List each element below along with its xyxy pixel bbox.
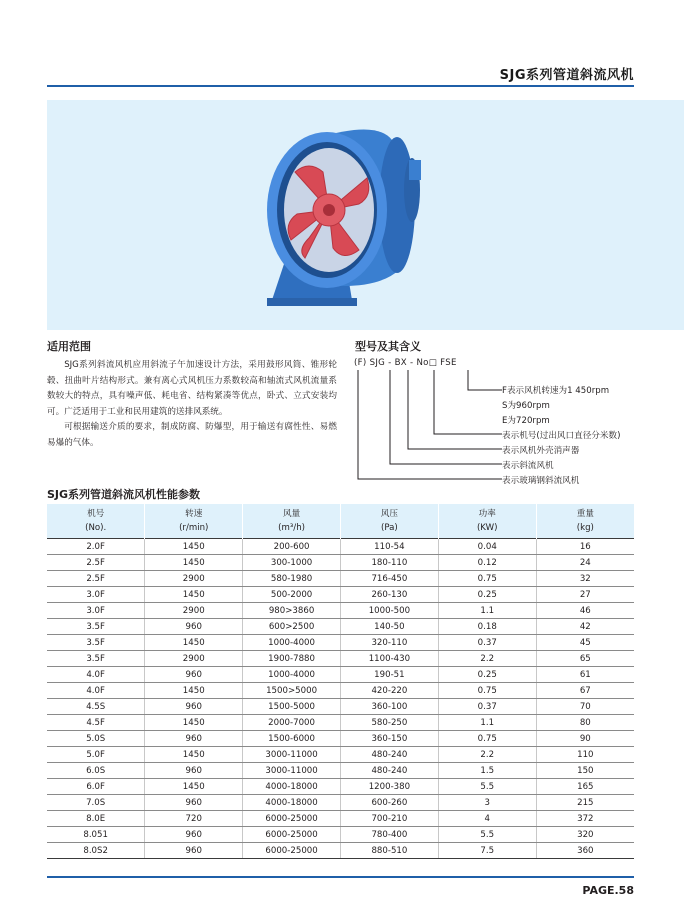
table-cell: 480-240 bbox=[340, 763, 438, 779]
table-row bbox=[47, 763, 634, 779]
table-cell: 180-110 bbox=[340, 555, 438, 571]
scope-body bbox=[47, 358, 337, 451]
model-code: (F) SJG - BX - No□ FSE bbox=[354, 358, 457, 368]
table-cell: 2.5F bbox=[47, 555, 145, 571]
table-cell: 372 bbox=[536, 811, 634, 827]
table-cell: 4.0F bbox=[47, 667, 145, 683]
scope-paragraph: 可根据输送介质的要求，制成防腐、防爆型，用于输送有腐性性、易燃易爆的气体。 bbox=[47, 422, 337, 448]
bottom-rule bbox=[47, 876, 634, 878]
table-cell: 190-51 bbox=[340, 667, 438, 683]
table-cell: 580-1980 bbox=[243, 571, 341, 587]
model-diagram-lines bbox=[350, 368, 510, 488]
table-cell: 110 bbox=[536, 747, 634, 763]
table-cell: 2900 bbox=[145, 571, 243, 587]
table-row bbox=[47, 667, 634, 683]
table-cell: 6.0F bbox=[47, 779, 145, 795]
table-row bbox=[47, 587, 634, 603]
table-cell: 480-240 bbox=[340, 747, 438, 763]
table-cell: 27 bbox=[536, 587, 634, 603]
table-row bbox=[47, 747, 634, 763]
table-cell: 5.5 bbox=[438, 779, 536, 795]
table-row bbox=[47, 619, 634, 635]
table-cell: 0.75 bbox=[438, 683, 536, 699]
fan-illustration bbox=[47, 100, 684, 330]
table-cell: 0.75 bbox=[438, 731, 536, 747]
table-cell: 4.0F bbox=[47, 683, 145, 699]
table-cell: 3 bbox=[438, 795, 536, 811]
table-cell: 8.051 bbox=[47, 827, 145, 843]
table-cell: 1450 bbox=[145, 715, 243, 731]
table-cell: 8.0E bbox=[47, 811, 145, 827]
table-cell: 0.37 bbox=[438, 635, 536, 651]
table-cell: 960 bbox=[145, 667, 243, 683]
table-cell: 80 bbox=[536, 715, 634, 731]
table-cell: 6000-25000 bbox=[243, 811, 341, 827]
table-body bbox=[47, 539, 634, 859]
table-row bbox=[47, 779, 634, 795]
column-header: 风压 (Pa) bbox=[340, 504, 438, 539]
column-header: 重量 (kg) bbox=[536, 504, 634, 539]
table-row bbox=[47, 811, 634, 827]
table-cell: 200-600 bbox=[243, 539, 341, 555]
table-row bbox=[47, 731, 634, 747]
table-cell: 0.25 bbox=[438, 667, 536, 683]
table-cell: 3.5F bbox=[47, 635, 145, 651]
table-cell: 6000-25000 bbox=[243, 827, 341, 843]
table-cell: 45 bbox=[536, 635, 634, 651]
table-cell: 4.5F bbox=[47, 715, 145, 731]
table-row bbox=[47, 635, 634, 651]
table-cell: 320 bbox=[536, 827, 634, 843]
table-heading: SJG系列管道斜流风机性能参数 bbox=[47, 488, 201, 501]
table-cell: 0.12 bbox=[438, 555, 536, 571]
table-cell: 2.2 bbox=[438, 651, 536, 667]
table-cell: 1500-6000 bbox=[243, 731, 341, 747]
table-cell: 3.0F bbox=[47, 603, 145, 619]
model-heading: 型号及其含义 bbox=[355, 340, 421, 353]
table-cell: 16 bbox=[536, 539, 634, 555]
table-cell: 360-100 bbox=[340, 699, 438, 715]
model-meaning: 表示机号(过出风口直径分米数) bbox=[502, 431, 621, 441]
table-cell: 960 bbox=[145, 763, 243, 779]
table-cell: 1000-500 bbox=[340, 603, 438, 619]
table-cell: 65 bbox=[536, 651, 634, 667]
model-meaning: F表示风机转速为1 450rpm bbox=[502, 386, 610, 396]
table-cell: 960 bbox=[145, 699, 243, 715]
table-cell: 360-150 bbox=[340, 731, 438, 747]
table-cell: 580-250 bbox=[340, 715, 438, 731]
table-cell: 880-510 bbox=[340, 843, 438, 859]
table-cell: 2000-7000 bbox=[243, 715, 341, 731]
table-cell: 3000-11000 bbox=[243, 763, 341, 779]
table-cell: 960 bbox=[145, 795, 243, 811]
table-cell: 4.5S bbox=[47, 699, 145, 715]
table-cell: 1200-380 bbox=[340, 779, 438, 795]
table-cell: 2900 bbox=[145, 603, 243, 619]
table-cell: 2900 bbox=[145, 651, 243, 667]
column-header: 转速 (r/min) bbox=[145, 504, 243, 539]
table-cell: 8.0S2 bbox=[47, 843, 145, 859]
table-cell: 260-130 bbox=[340, 587, 438, 603]
model-meaning: 表示风机外壳消声器 bbox=[502, 446, 580, 456]
table-cell: 1000-4000 bbox=[243, 667, 341, 683]
model-meaning: 表示玻璃钢斜流风机 bbox=[502, 476, 580, 486]
table-cell: 4000-18000 bbox=[243, 779, 341, 795]
table-cell: 1450 bbox=[145, 539, 243, 555]
performance-table bbox=[47, 504, 634, 859]
table-cell: 4 bbox=[438, 811, 536, 827]
table-cell: 1450 bbox=[145, 635, 243, 651]
scope-paragraph: SJG系列斜流风机应用斜流子午加速设计方法，采用鼓形风筒、锥形轮毂、扭曲叶片结构形式。兼有离心式风机压力系数较高和轴流式风机流量系数较大的特点，具有噪声低、耗电省、结构紧凑等优点，卧式、立式安装均可。广泛适用于工业和民用建筑的送排风系统。 bbox=[47, 360, 337, 417]
table-cell: 1900-7880 bbox=[243, 651, 341, 667]
model-meaning: E为720rpm bbox=[502, 416, 550, 426]
table-cell: 0.75 bbox=[438, 571, 536, 587]
table-cell: 42 bbox=[536, 619, 634, 635]
page-title: SJG系列管道斜流风机 bbox=[499, 68, 634, 83]
table-cell: 3.5F bbox=[47, 619, 145, 635]
table-cell: 1450 bbox=[145, 587, 243, 603]
table-cell: 500-2000 bbox=[243, 587, 341, 603]
table-cell: 2.0F bbox=[47, 539, 145, 555]
table-cell: 960 bbox=[145, 827, 243, 843]
table-cell: 150 bbox=[536, 763, 634, 779]
column-header: 机号 (No). bbox=[47, 504, 145, 539]
table-cell: 980>3860 bbox=[243, 603, 341, 619]
table-cell: 5.5 bbox=[438, 827, 536, 843]
table-cell: 24 bbox=[536, 555, 634, 571]
table-cell: 1450 bbox=[145, 555, 243, 571]
table-row bbox=[47, 603, 634, 619]
table-cell: 7.5 bbox=[438, 843, 536, 859]
table-cell: 1.5 bbox=[438, 763, 536, 779]
table-cell: 720 bbox=[145, 811, 243, 827]
table-cell: 960 bbox=[145, 843, 243, 859]
table-row bbox=[47, 651, 634, 667]
table-cell: 0.25 bbox=[438, 587, 536, 603]
table-cell: 67 bbox=[536, 683, 634, 699]
table-cell: 5.0F bbox=[47, 747, 145, 763]
table-cell: 0.04 bbox=[438, 539, 536, 555]
table-cell: 600-260 bbox=[340, 795, 438, 811]
table-cell: 420-220 bbox=[340, 683, 438, 699]
table-cell: 6.0S bbox=[47, 763, 145, 779]
table-cell: 32 bbox=[536, 571, 634, 587]
table-cell: 2.2 bbox=[438, 747, 536, 763]
table-row bbox=[47, 699, 634, 715]
model-meaning: S为960rpm bbox=[502, 401, 550, 411]
table-cell: 4000-18000 bbox=[243, 795, 341, 811]
table-cell: 716-450 bbox=[340, 571, 438, 587]
table-cell: 0.37 bbox=[438, 699, 536, 715]
product-image bbox=[47, 100, 684, 330]
table-cell: 300-1000 bbox=[243, 555, 341, 571]
table-cell: 1500>5000 bbox=[243, 683, 341, 699]
table-cell: 320-110 bbox=[340, 635, 438, 651]
table-cell: 3.5F bbox=[47, 651, 145, 667]
table-cell: 5.0S bbox=[47, 731, 145, 747]
table-cell: 0.18 bbox=[438, 619, 536, 635]
table-row bbox=[47, 827, 634, 843]
table-cell: 780-400 bbox=[340, 827, 438, 843]
table-cell: 1450 bbox=[145, 683, 243, 699]
table-cell: 1000-4000 bbox=[243, 635, 341, 651]
page-number: PAGE.58 bbox=[582, 884, 634, 897]
table-cell: 1450 bbox=[145, 747, 243, 763]
table-cell: 46 bbox=[536, 603, 634, 619]
table-row bbox=[47, 843, 634, 859]
table-row bbox=[47, 795, 634, 811]
table-cell: 70 bbox=[536, 699, 634, 715]
table-row bbox=[47, 571, 634, 587]
table-cell: 360 bbox=[536, 843, 634, 859]
table-cell: 215 bbox=[536, 795, 634, 811]
table-cell: 1.1 bbox=[438, 715, 536, 731]
table-cell: 960 bbox=[145, 619, 243, 635]
table-cell: 61 bbox=[536, 667, 634, 683]
table-row bbox=[47, 555, 634, 571]
table-cell: 960 bbox=[145, 731, 243, 747]
table-cell: 7.0S bbox=[47, 795, 145, 811]
table-cell: 6000-25000 bbox=[243, 843, 341, 859]
table-cell: 3.0F bbox=[47, 587, 145, 603]
table-cell: 110-54 bbox=[340, 539, 438, 555]
top-rule bbox=[47, 85, 634, 87]
scope-heading: 适用范围 bbox=[47, 340, 91, 353]
table-cell: 1450 bbox=[145, 779, 243, 795]
table-cell: 90 bbox=[536, 731, 634, 747]
column-header: 风量 (m³/h) bbox=[243, 504, 341, 539]
table-cell: 700-210 bbox=[340, 811, 438, 827]
table-cell: 3000-11000 bbox=[243, 747, 341, 763]
table-row bbox=[47, 539, 634, 555]
table-row bbox=[47, 715, 634, 731]
table-cell: 1500-5000 bbox=[243, 699, 341, 715]
table-cell: 1100-430 bbox=[340, 651, 438, 667]
table-header-row bbox=[47, 504, 634, 539]
model-meaning: 表示斜流风机 bbox=[502, 461, 554, 471]
column-header: 功率 (KW) bbox=[438, 504, 536, 539]
table-cell: 140-50 bbox=[340, 619, 438, 635]
table-cell: 1.1 bbox=[438, 603, 536, 619]
table-row bbox=[47, 683, 634, 699]
table-cell: 600>2500 bbox=[243, 619, 341, 635]
table-cell: 165 bbox=[536, 779, 634, 795]
table-cell: 2.5F bbox=[47, 571, 145, 587]
